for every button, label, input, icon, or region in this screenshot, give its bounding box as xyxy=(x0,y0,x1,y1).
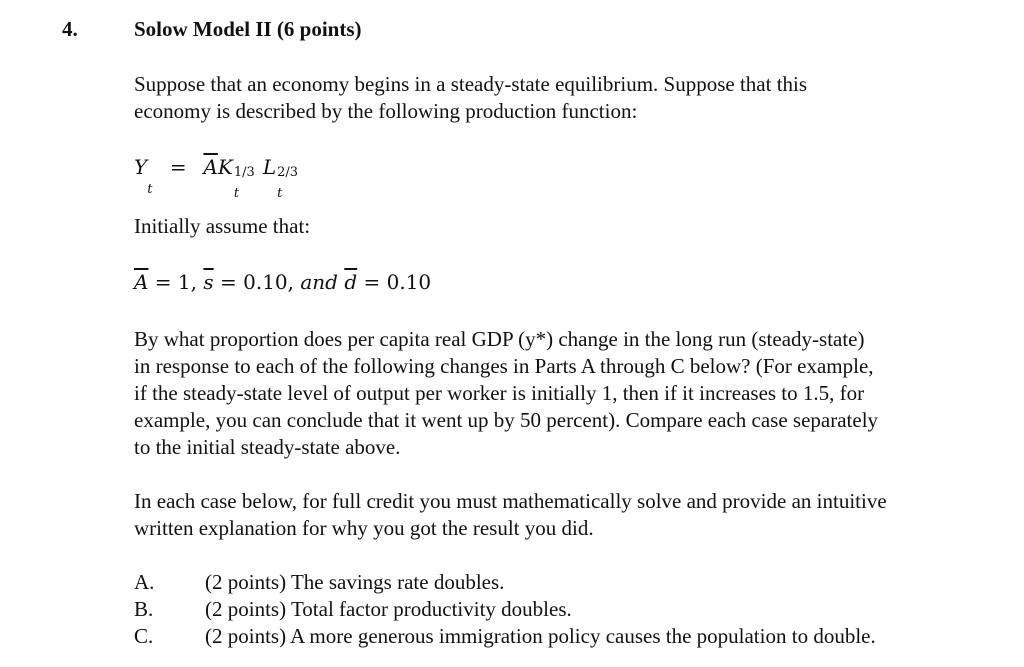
tfp-param: $\overline{A}$ xyxy=(134,270,149,294)
part-b-text: (2 points) Total factor productivity doubles. xyxy=(205,597,572,621)
initially-label: Initially assume that: xyxy=(134,214,311,238)
question-line-4: example, you can conclude that it went up by 50 percent). Compare each case separately xyxy=(134,408,879,432)
output-symbol: Y xyxy=(134,155,148,179)
tfp-value: = 1, xyxy=(148,270,204,294)
and-word: and xyxy=(300,270,345,294)
question-line-1: By what proportion does per capita real GDP (y*) change in the long run (steady-state) xyxy=(134,327,865,351)
parameter-values xyxy=(134,270,431,294)
instructions-line-1: In each case below, for full credit you must mathematically solve and provide an intuitive xyxy=(134,489,887,513)
question-line-5: to the initial steady-state above. xyxy=(134,435,401,459)
part-c-letter: C. xyxy=(134,624,154,648)
production-function: Y t = $\overline{A}K$ 1/3 t L 2/3 t xyxy=(134,155,299,201)
part-a-text: (2 points) The savings rate doubles. xyxy=(205,570,505,594)
savings-param: $\overline{s}$ xyxy=(203,270,214,294)
question-line-2: in response to each of the following changes in Parts A through C below? (For example, xyxy=(134,354,874,378)
labor-symbol: L xyxy=(262,155,277,179)
depreciation-value: = 0.10 xyxy=(357,270,432,294)
part-a-letter: A. xyxy=(134,570,155,594)
capital-symbol: K xyxy=(217,155,233,179)
part-b-letter: B. xyxy=(134,597,154,621)
intro-line-1: Suppose that an economy begins in a steady-state equilibrium. Suppose that this xyxy=(134,72,808,96)
intro-line-2: economy is described by the following production function: xyxy=(134,99,638,123)
question-line-3: if the steady-state level of output per worker is initially 1, then if it increases to 1.5, for xyxy=(134,381,865,405)
tfp-symbol: $\overline{A}$ xyxy=(203,155,218,179)
savings-value: = 0.10, xyxy=(213,270,301,294)
question-number: 4. xyxy=(62,17,78,41)
depreciation-param: $\overline{d}$ xyxy=(344,270,358,294)
equals-sign: = xyxy=(169,155,187,179)
part-c-text: (2 points) A more generous immigration policy causes the population to double. xyxy=(205,624,876,648)
question-title: Solow Model II (6 points) xyxy=(134,17,362,41)
instructions-line-2: written explanation for why you got the result you did. xyxy=(134,516,594,540)
